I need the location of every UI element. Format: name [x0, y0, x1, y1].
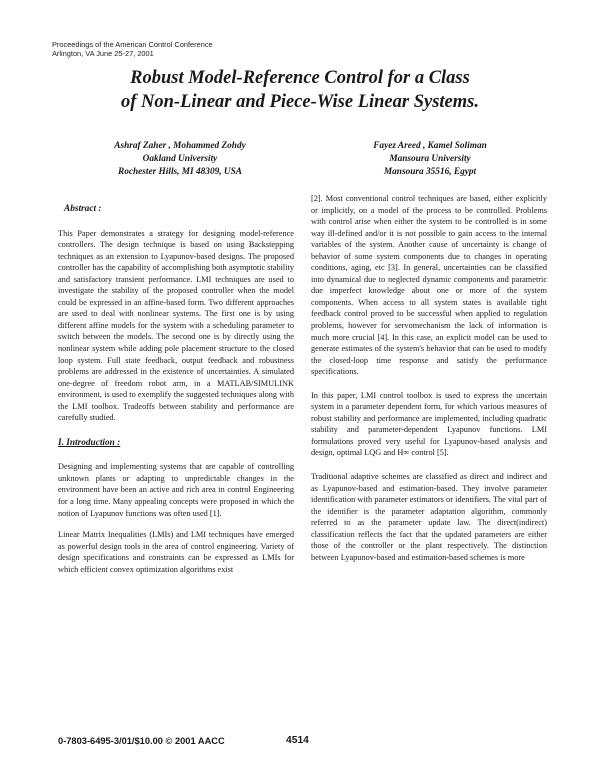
copyright-code: 0-7803-6495-3/01/$10.00 © 2001 AACC [58, 736, 225, 746]
conference-header [52, 40, 213, 58]
affiliation-left: Oakland University [142, 154, 218, 164]
paper-title [60, 66, 540, 114]
conference-location: Arlington, VA June 25-27, 2001 [52, 49, 154, 58]
introduction-heading [58, 438, 294, 450]
conference-name: Proceedings of the American Control Conference [52, 40, 213, 49]
left-column [58, 202, 294, 585]
introduction-heading-text: I. Introduction : [58, 437, 121, 448]
page-number: 4514 [286, 735, 309, 746]
author-names-left: Ashraf Zaher , Mohammed Zohdy [114, 141, 246, 151]
address-right: Mansoura 35516, Egypt [383, 167, 477, 177]
affiliation-right: Mansoura University [389, 154, 471, 164]
right-paragraph-2: In this paper, LMI control toolbox is used to express the uncertain system in a parameter dependent form, for which various measures of robust stability and performance are implemented, including quadratic stability and parameter-dependent Lyapunov functions. LMI formulations proved very useful for Lyapunov-based analysis and design, optimal LQG and H∞ control [5]. [311, 390, 547, 458]
title-line-1: Robust Model-Reference Control for a Class [130, 68, 470, 88]
abstract-heading: Abstract : [64, 204, 102, 214]
abstract-text: This Paper demonstrates a strategy for designing model-reference controllers. The design technique is based on using Backstepping techniques as an extension to Lyapunov-based designs. The proposed controller has the capability of accomplishing both asymptotic stability and satisfactory transient performance. LMI techniques are used to investigate the stability of the proposed controller when the model could be expressed in an affine-based form. Two different approaches are used to deal with nonlinear systems. The first one is by using different affine models for the system with a scheduling parameter to switch between the models. The second one is by directly using the nonlinear system while adding pole placement structure to the closed loop system. Full state feedback, output feedback and robustness problems are addressed in the existence of uncertainties. A simulated one-degree of freedom robot arm, in a MATLAB/SIMULINK environment, is used to exemplify the suggested techniques along with the LMI toolbox. Tradeoffs between stability and performance are carefully studied. [58, 228, 294, 423]
right-paragraph-3: Traditional adaptive schemes are classified as direct and indirect and as Lyapunov-based and estimation-based. They involve parameter identification with parameter estimators or identifiers. The vital part of the identifier is the parameter adaptation algorithm, commonly referred to as the parameter update law. The direct(indirect) classification reflects the fact that the updated parameters are either those of the controller or the plant respectively. The distinction between Lyapunov-based and estimation-based schemes is more [311, 472, 547, 562]
author-names-right: Fayez Areed , Kamel Soliman [373, 141, 487, 151]
right-paragraph-1: [2]. Most conventional control techniques are based, either explicitly or implicitly, on a model of the process to be controlled. Problems with control arise when either the system to be controlled is in some way ill-defined and/or it is not possible to gain access to the internal variables of the system. Another cause of uncertainty is change of behavior of some system components due to changes in operating conditions, aging, etc [3]. In general, uncertainties can be classified into dynamical due to neglected dynamic components and parametric due imperfect knowledge about one or more of the system components. When access to all system states is available tight feedback control proved to be successful when applied to regulation problems, however for servomechanism the lack of information is much more crucial [4]. In this case, an explicit model can be used to generate estimates of the system's behavior that can be used to modify the closed-loop time response and satisfy the performance specifications. [311, 194, 547, 377]
introduction-paragraph-1: Designing and implementing systems that are capable of controlling unknown plants or adapting to unpredictable changes in the environment have been an active and rich area in control Engineering for a long time. Many appealing concepts were proposed in which the notion of Lyapunov functions was often used [1]. [58, 462, 294, 518]
right-column [311, 193, 547, 573]
title-line-2: of Non-Linear and Piece-Wise Linear Systems. [121, 92, 479, 112]
introduction-paragraph-2: Linear Matrix Inequalities (LMIs) and LMI techniques have emerged as powerful design tools in the area of control engineering. Variety of design specifications and constraints can be expressed as LMIs for which efficient convex optimization algorithms exist [58, 530, 294, 574]
author-block-right [330, 140, 530, 179]
address-left: Rochester Hills, MI 48309, USA [118, 167, 242, 177]
author-block-left [80, 140, 280, 179]
